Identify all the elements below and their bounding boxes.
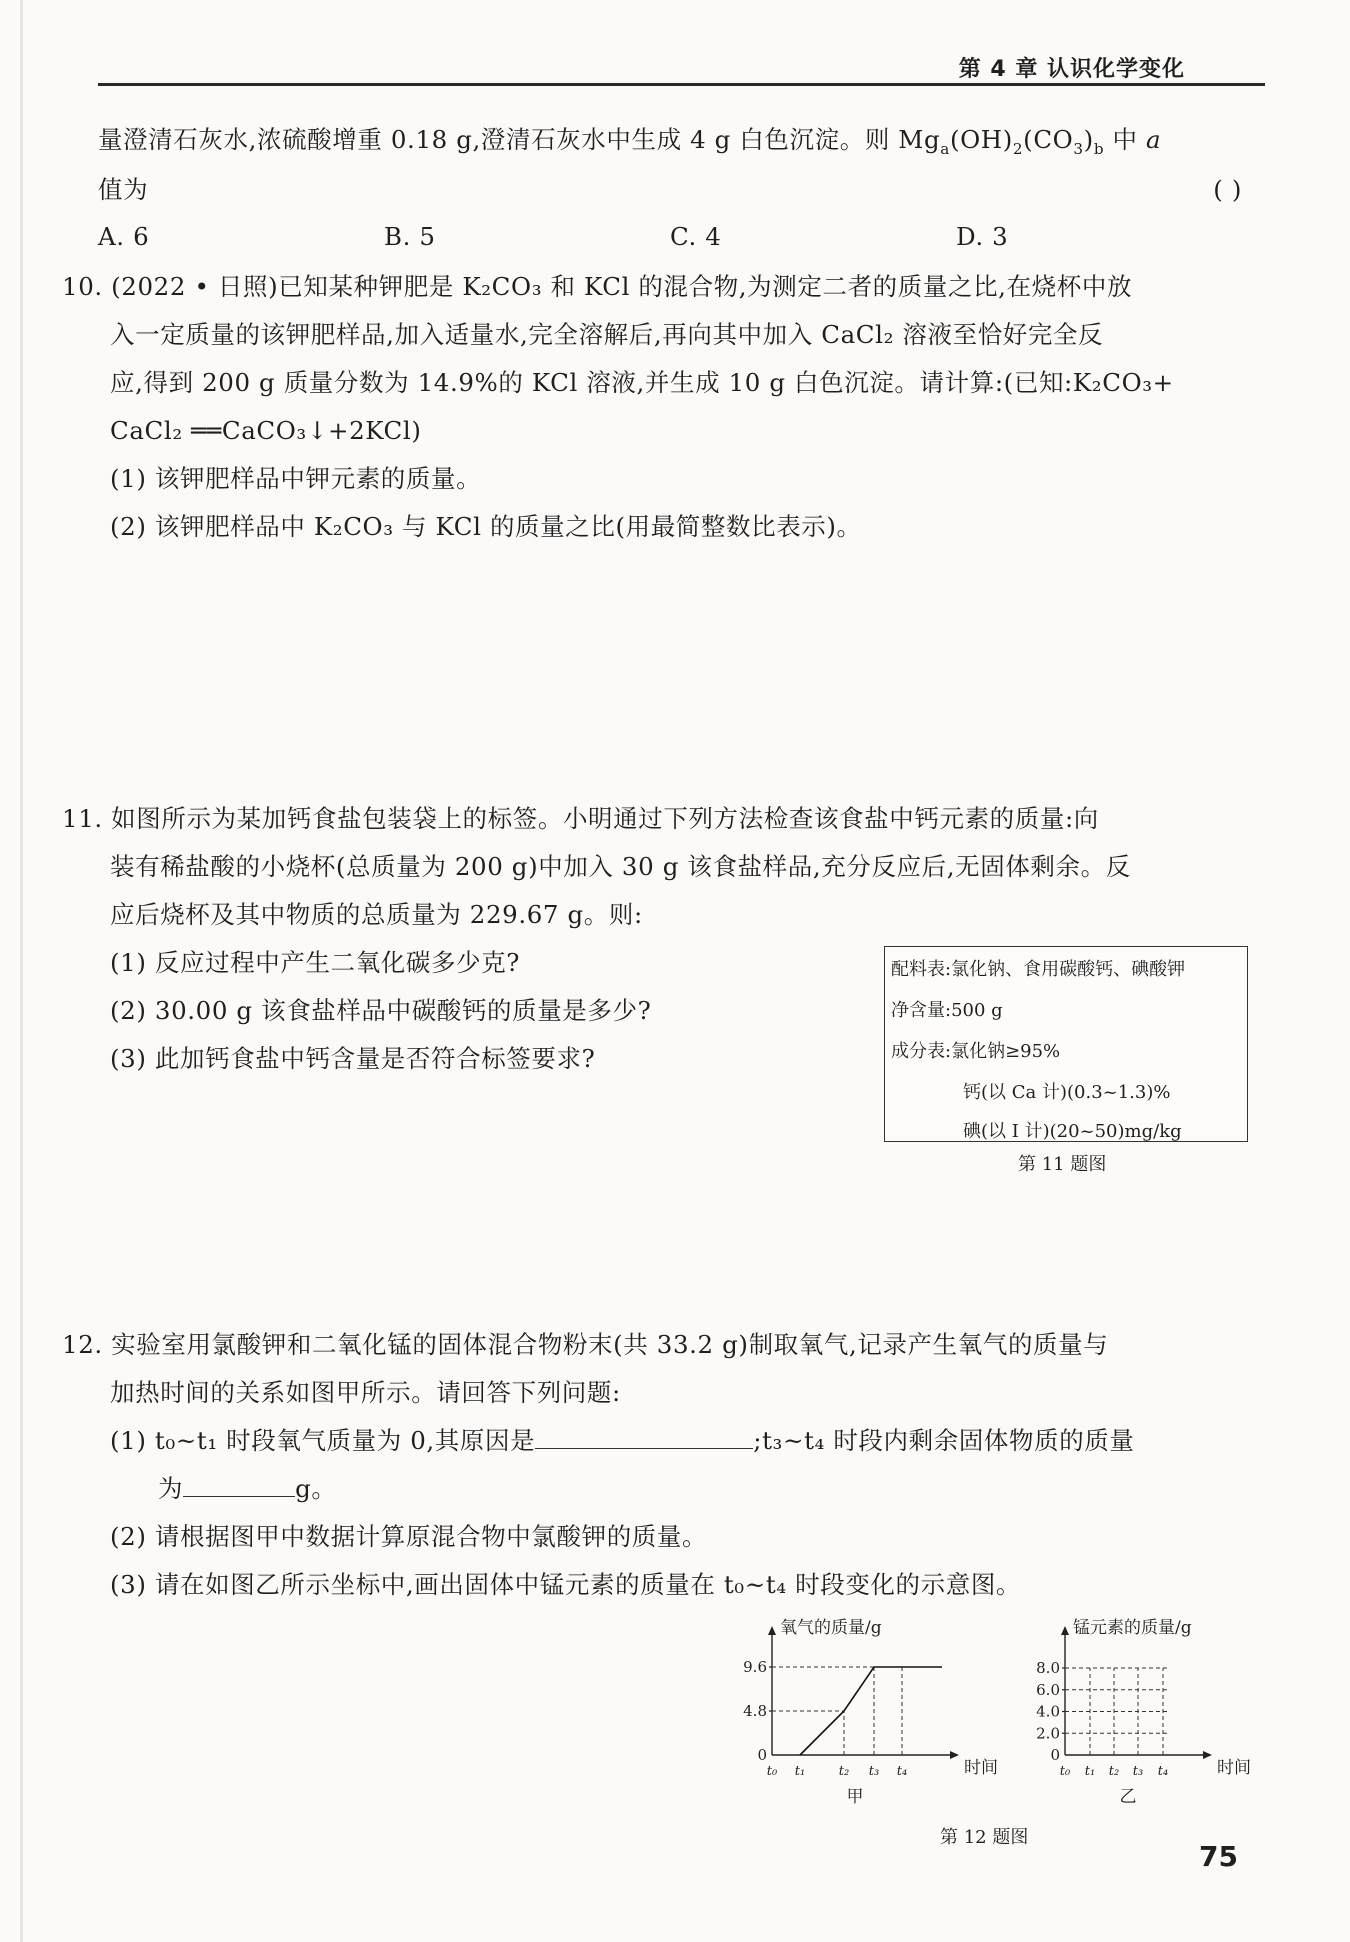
- jia-x-tick-label: t₂: [838, 1764, 850, 1779]
- q11-sub2: (2) 30.00 g 该食盐样品中碳酸钙的质量是多少?: [110, 996, 652, 1025]
- q12-line1: 12. 实验室用氯酸钾和二氧化锰的固体混合物粉末(共 33.2 g)制取氧气,记录产生氧气的质量与: [62, 1330, 1109, 1359]
- q12-blank-reason[interactable]: [535, 1426, 753, 1449]
- q11-line2: 装有稀盐酸的小烧杯(总质量为 200 g)中加入 30 g 该食盐样品,充分反应后,无固体剩余。反: [110, 852, 1131, 881]
- q12-sub1-cont: 为 g。: [158, 1474, 337, 1503]
- jia-x-tick-label: t₀: [766, 1764, 778, 1779]
- label-iodine: 碘(以 I 计)(20~50)mg/kg: [963, 1121, 1182, 1142]
- yi-x-tick-label: t₃: [1132, 1764, 1144, 1779]
- q9-option-d: D. 3: [956, 222, 1009, 251]
- yi-x-tick-label: t₂: [1108, 1764, 1120, 1779]
- q10-line1: 10. (2022 • 日照)已知某种钾肥是 K₂CO₃ 和 KCl 的混合物,为测定二者的质量之比,在烧杯中放: [62, 272, 1133, 301]
- yi-y-tick-label: 6.0: [1036, 1680, 1060, 1699]
- header-rule: [98, 83, 1265, 86]
- yi-x-label: 时间: [1217, 1758, 1251, 1778]
- q9-answer-paren: ( ): [1213, 175, 1242, 204]
- jia-x-axis-arrow: [950, 1751, 959, 1759]
- yi-x-axis-arrow: [1203, 1751, 1212, 1759]
- page-number: 75: [1199, 1840, 1238, 1873]
- jia-y-tick-label: 9.6: [743, 1658, 767, 1676]
- yi-x-tick-label: t₄: [1157, 1764, 1169, 1779]
- jia-x-tick-label: t₁: [794, 1764, 806, 1779]
- q11-line3: 应后烧杯及其中物质的总质量为 229.67 g。则:: [110, 900, 643, 929]
- jia-x-tick-label: t₃: [868, 1764, 880, 1779]
- jia-x-tick-label: t₄: [896, 1764, 908, 1779]
- label-calcium: 钙(以 Ca 计)(0.3~1.3)%: [963, 1082, 1171, 1103]
- yi-x-tick-label: t₀: [1059, 1764, 1071, 1779]
- q12-blank-mass[interactable]: [183, 1474, 295, 1497]
- chapter-header: 第 4 章 认识化学变化: [958, 57, 1185, 82]
- yi-y-label: 锰元素的质量/g: [1073, 1618, 1192, 1638]
- jia-x-label: 时间: [964, 1758, 998, 1778]
- yi-y-tick-label: 2.0: [1036, 1724, 1060, 1743]
- yi-y-axis-arrow: [1061, 1626, 1069, 1635]
- q10-sub1: (1) 该钾肥样品中钾元素的质量。: [110, 464, 482, 493]
- yi-y-tick-label: 8.0: [1036, 1659, 1060, 1677]
- q10-line2: 入一定质量的该钾肥样品,加入适量水,完全溶解后,再向其中加入 CaCl₂ 溶液至恰好完全反: [110, 320, 1104, 349]
- q11-sub1: (1) 反应过程中产生二氧化碳多少克?: [110, 948, 521, 977]
- chart-jia-oxygen-mass: [730, 1615, 998, 1820]
- q10-line3: 应,得到 200 g 质量分数为 14.9%的 KCl 溶液,并生成 10 g 白色沉淀。请计算:(已知:K₂CO₃+: [110, 368, 1174, 397]
- q9-option-c: C. 4: [670, 222, 722, 251]
- q12-sub2: (2) 请根据图甲中数据计算原混合物中氯酸钾的质量。: [110, 1522, 708, 1551]
- yi-y-tick-label: 0: [1050, 1746, 1060, 1764]
- q12-sub3: (3) 请在如图乙所示坐标中,画出固体中锰元素的质量在 t₀~t₄ 时段变化的示意图。: [110, 1570, 1022, 1599]
- chart-yi-manganese-mass: [1015, 1615, 1260, 1820]
- q11-line1: 11. 如图所示为某加钙食盐包装袋上的标签。小明通过下列方法检查该食盐中钙元素的质量:向: [62, 804, 1099, 833]
- q9-line2: 值为: [98, 175, 149, 204]
- q10-line4: CaCl₂ ══CaCO₃↓+2KCl): [110, 416, 422, 445]
- q9-option-b: B. 5: [384, 222, 436, 251]
- jia-y-label: 氧气的质量/g: [780, 1618, 882, 1638]
- label-ingredients: 配料表:氯化钠、食用碳酸钙、碘酸钾: [891, 959, 1186, 980]
- q10-sub2: (2) 该钾肥样品中 K₂CO₃ 与 KCl 的质量之比(用最简整数比表示)。: [110, 512, 862, 541]
- q9-line1: 量澄清石灰水,浓硫酸增重 0.18 g,澄清石灰水中生成 4 g 白色沉淀。则 $Mg_a(OH)_2(CO_3)_b$ 中 a: [98, 125, 1162, 158]
- q11-figure-caption: 第 11 题图: [1018, 1154, 1107, 1175]
- jia-title: 甲: [846, 1787, 864, 1807]
- q12-figure-caption: 第 12 题图: [940, 1827, 1029, 1848]
- q9-option-a: A. 6: [98, 222, 150, 251]
- q11-sub3: (3) 此加钙食盐中钙含量是否符合标签要求?: [110, 1044, 596, 1073]
- jia-y-tick-label: 4.8: [743, 1702, 767, 1720]
- q12-sub1: (1) t₀~t₁ 时段氧气质量为 0,其原因是 ;t₃~t₄ 时段内剩余固体物质的质量: [110, 1426, 1135, 1455]
- yi-y-tick-label: 4.0: [1036, 1702, 1060, 1721]
- q12-line2: 加热时间的关系如图甲所示。请回答下列问题:: [110, 1378, 621, 1407]
- yi-title: 乙: [1119, 1787, 1137, 1807]
- salt-label-box: [884, 946, 1248, 1142]
- jia-y-tick-label: 0: [757, 1746, 767, 1764]
- label-composition: 成分表:氯化钠≥95%: [891, 1041, 1061, 1062]
- yi-x-tick-label: t₁: [1084, 1764, 1096, 1779]
- jia-y-axis-arrow: [768, 1626, 776, 1635]
- label-net-content: 净含量:500 g: [891, 1000, 1003, 1021]
- page-binding-edge: [20, 0, 23, 1942]
